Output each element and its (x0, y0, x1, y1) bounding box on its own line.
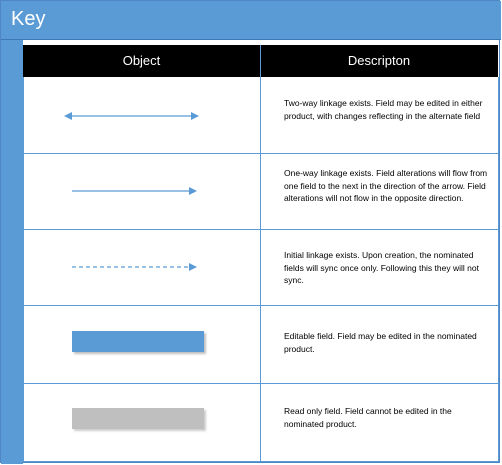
one-way-arrow-icon (72, 185, 197, 197)
row-description: Two-way linkage exists. Field may be edited in either product, with changes reflecting in the alternate field (284, 98, 483, 121)
object-cell (24, 77, 260, 153)
row-description: Editable field. Field may be edited in the nominated product. (284, 331, 477, 354)
column-divider (260, 77, 261, 153)
table-row-read-only (24, 384, 498, 461)
object-cell (24, 306, 260, 383)
column-divider (260, 230, 261, 305)
row-description: Read only field. Field cannot be edited in the nominated product. (284, 406, 452, 429)
column-divider (260, 306, 261, 383)
table-row-editable (24, 306, 498, 384)
key-header (1, 1, 501, 40)
table-row-one-way (24, 154, 498, 230)
object-column-header: Object (122, 53, 161, 68)
row-description: One-way linkage exists. Field alterations will flow from one field to the next in the direction of the arrow. Field alterations will not flow in the opposite direction. (284, 168, 488, 203)
editable-field-swatch (72, 331, 204, 352)
column-divider (260, 154, 261, 229)
object-cell (24, 154, 260, 229)
left-accent-bar (1, 40, 23, 464)
column-divider (260, 384, 261, 461)
row-description: Initial linkage exists. Upon creation, the nominated fields will sync once only. Following this they will not sync. (284, 250, 479, 285)
dashed-arrow-icon (72, 261, 197, 273)
two-way-arrow-icon (64, 110, 199, 122)
table-row-two-way (24, 77, 498, 154)
object-cell (24, 384, 260, 461)
table-header-row (23, 45, 498, 77)
object-cell (24, 230, 260, 305)
read-only-field-swatch (72, 408, 204, 429)
key-table (23, 77, 499, 462)
description-column-header: Descripton (347, 53, 411, 68)
key-title: Key (11, 8, 46, 30)
table-row-initial (24, 230, 498, 306)
